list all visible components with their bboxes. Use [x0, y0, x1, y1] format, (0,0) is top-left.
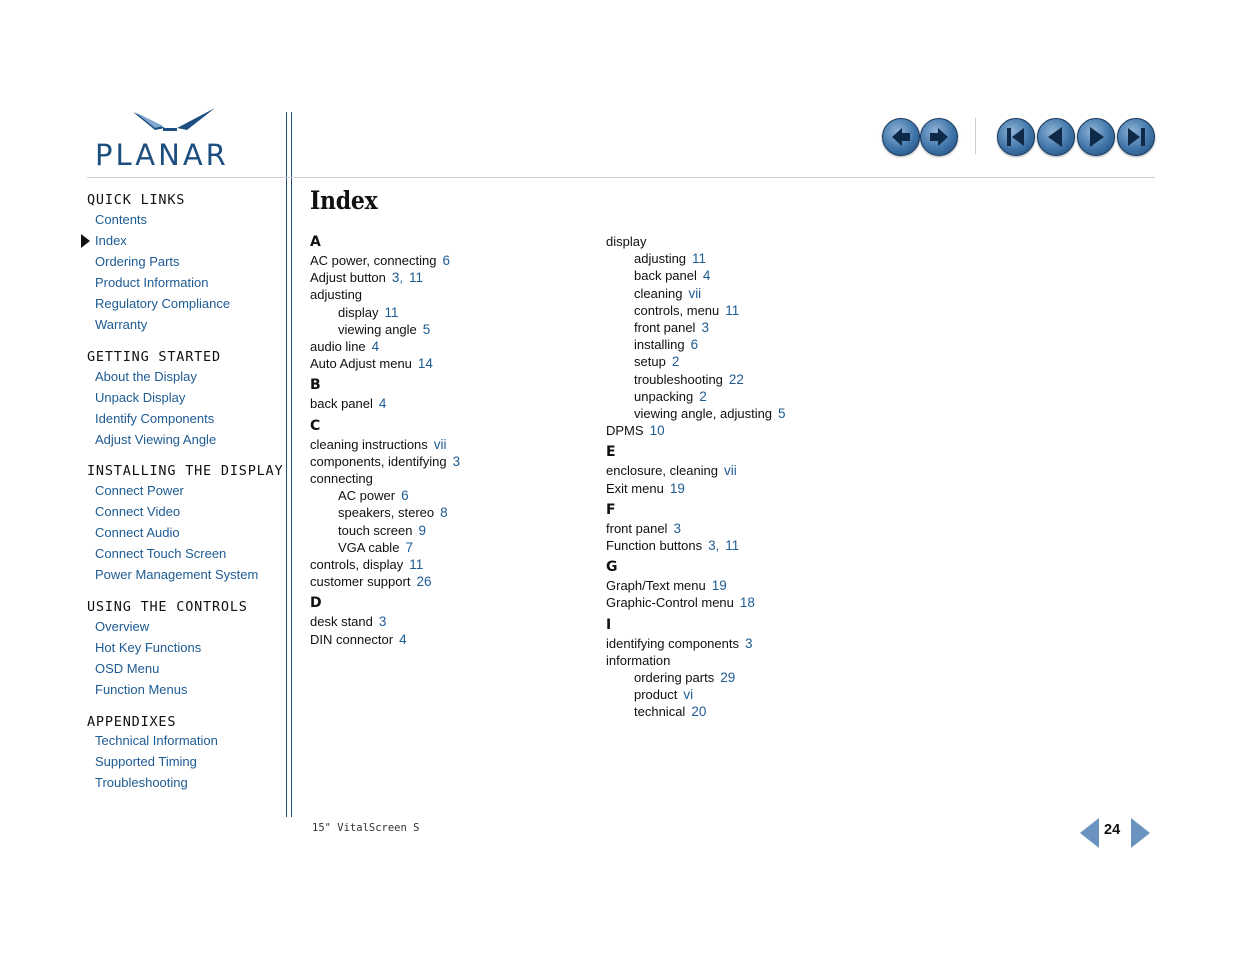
- index-letter-i: I: [606, 616, 612, 633]
- index-entry: [634, 337, 698, 352]
- forward-arrow-icon: [921, 119, 957, 155]
- index-entry: [310, 614, 386, 629]
- page-reference-link[interactable]: 3: [452, 453, 461, 469]
- sidebar-divider: [286, 112, 292, 817]
- sidebar-link-unpack-display[interactable]: Unpack Display: [95, 390, 186, 405]
- page-reference-link[interactable]: 3: [391, 270, 400, 286]
- index-entry-term: touch screen: [338, 522, 413, 538]
- index-entry-term: display: [338, 304, 379, 320]
- page-reference-link[interactable]: vii: [688, 285, 702, 301]
- index-entry: [634, 354, 679, 369]
- page-reference-link[interactable]: 18: [739, 595, 755, 611]
- page-reference-link[interactable]: 6: [690, 337, 699, 353]
- page-reference-link[interactable]: 11: [409, 270, 424, 286]
- index-entry-term: cleaning instructions: [310, 436, 428, 452]
- sidebar-link-ordering-parts[interactable]: Ordering Parts: [95, 254, 180, 269]
- index-entry: [310, 287, 362, 302]
- index-entry-term: DIN connector: [310, 631, 394, 647]
- page-reference-link[interactable]: 3: [744, 635, 753, 651]
- index-entry: [606, 538, 739, 553]
- first-page-icon: [998, 119, 1034, 155]
- index-entry-term: setup: [634, 354, 666, 370]
- index-entry-term: adjusting: [634, 251, 687, 267]
- page-reference-link[interactable]: 26: [416, 574, 432, 590]
- index-entry: [634, 670, 735, 685]
- page-reference-link[interactable]: 19: [669, 480, 685, 496]
- sidebar-link-power-management-system[interactable]: Power Management System: [95, 567, 259, 582]
- index-entry-term: VGA cable: [338, 539, 400, 555]
- forward-button[interactable]: [920, 118, 958, 156]
- index-entry-term: viewing angle, adjusting: [634, 406, 773, 421]
- index-entry: [310, 437, 447, 452]
- index-entry-term: Adjust button: [310, 270, 386, 286]
- page-reference-link[interactable]: 14: [417, 356, 433, 372]
- section-heading-quick-links: QUICK LINKS: [87, 192, 186, 208]
- index-entry: [338, 505, 448, 520]
- index-entry-term: ordering parts: [634, 670, 715, 685]
- sidebar-link-index[interactable]: Index: [95, 233, 127, 248]
- sidebar-link-overview[interactable]: Overview: [95, 619, 150, 634]
- index-entry: [634, 268, 710, 283]
- index-entry: [634, 286, 701, 301]
- index-entry-term: AC power, connecting: [310, 253, 437, 268]
- index-entry-term: Graph/Text menu: [606, 578, 706, 594]
- sidebar-link-connect-audio[interactable]: Connect Audio: [95, 525, 180, 540]
- index-entry-term: front panel: [634, 320, 696, 335]
- index-entry: [338, 488, 409, 503]
- index-entry: [338, 305, 398, 320]
- index-entry-term: enclosure, cleaning: [606, 463, 719, 479]
- previous-page-icon: [1038, 119, 1074, 155]
- index-entry-term: viewing angle: [338, 321, 417, 337]
- index-entry: [634, 320, 709, 335]
- index-entry: [634, 251, 706, 266]
- sidebar-link-warranty[interactable]: Warranty: [95, 317, 148, 332]
- page-reference-link[interactable]: 11: [409, 557, 424, 572]
- index-letter-f: F: [606, 501, 616, 518]
- sidebar-link-contents[interactable]: Contents: [95, 212, 148, 227]
- index-entry-term: adjusting: [310, 287, 363, 303]
- sidebar-link-connect-touch-screen[interactable]: Connect Touch Screen: [95, 546, 227, 561]
- back-arrow-icon: [883, 119, 919, 155]
- index-entry-term: desk stand: [310, 614, 373, 630]
- page-reference-link[interactable]: 11: [725, 538, 740, 553]
- section-heading-appendixes: APPENDIXES: [87, 714, 177, 730]
- index-entry: [634, 704, 706, 719]
- index-entry: [338, 540, 413, 555]
- index-entry: [310, 454, 460, 469]
- index-entry-term: cleaning: [634, 285, 683, 301]
- last-page-icon: [1118, 119, 1154, 155]
- back-button[interactable]: [882, 118, 920, 156]
- index-entry: [634, 372, 744, 387]
- page-reference-link[interactable]: 19: [711, 578, 727, 594]
- page-reference-link[interactable]: 3: [673, 520, 681, 536]
- sidebar-link-identify-components[interactable]: Identify Components: [95, 411, 215, 426]
- index-entry: [634, 406, 786, 421]
- index-entry: [310, 339, 379, 354]
- page-reference-link[interactable]: 29: [720, 670, 736, 685]
- page-reference-link[interactable]: vi: [683, 687, 694, 703]
- sidebar-link-product-information[interactable]: Product Information: [95, 275, 209, 290]
- footer-product-name: 15" VitalScreen S: [312, 822, 420, 834]
- page-reference-link[interactable]: 3: [708, 538, 716, 553]
- index-letter-d: D: [310, 595, 322, 612]
- section-heading-using-the-controls: USING THE CONTROLS: [87, 599, 248, 615]
- previous-page-button[interactable]: [1037, 118, 1075, 156]
- index-entry: [606, 595, 755, 610]
- index-entry-term: display: [606, 234, 647, 249]
- page-reference-link[interactable]: vii: [433, 436, 447, 452]
- index-entry-term: controls, display: [310, 557, 404, 572]
- index-entry: [310, 356, 433, 371]
- index-entry-term: customer support: [310, 574, 411, 590]
- logo-text: PLANAR: [95, 138, 229, 172]
- sidebar-link-supported-timing[interactable]: Supported Timing: [95, 754, 197, 769]
- index-entry-term: Exit menu: [606, 480, 664, 496]
- index-entry: [310, 557, 423, 572]
- index-entry: [606, 234, 646, 249]
- sidebar-link-troubleshooting[interactable]: Troubleshooting: [95, 775, 188, 790]
- sidebar-link-connect-video[interactable]: Connect Video: [95, 504, 181, 519]
- index-entry-term: audio line: [310, 339, 366, 354]
- index-letter-c: C: [310, 417, 321, 434]
- sidebar-link-technical-information[interactable]: Technical Information: [95, 733, 218, 748]
- page-separator: ,: [715, 538, 720, 553]
- page-title: Index: [310, 186, 378, 215]
- page-reference-link[interactable]: vii: [724, 463, 737, 479]
- sidebar-link-about-the-display[interactable]: About the Display: [95, 369, 197, 384]
- index-entry: [634, 303, 739, 318]
- index-entry-term: front panel: [606, 520, 668, 536]
- page-reference-link[interactable]: 2: [671, 354, 680, 370]
- header-divider: [87, 177, 1155, 178]
- index-entry-term: speakers, stereo: [338, 505, 435, 521]
- index-entry-term: controls, menu: [634, 302, 720, 318]
- index-entry: [634, 687, 693, 702]
- page-reference-link[interactable]: 20: [691, 704, 707, 720]
- page-separator: ,: [399, 270, 404, 286]
- page-reference-link[interactable]: 5: [422, 321, 431, 337]
- current-page-marker-icon: [81, 234, 90, 248]
- index-entry: [606, 481, 685, 496]
- index-entry-term: Auto Adjust menu: [310, 356, 412, 372]
- index-entry-term: Function buttons: [606, 538, 703, 553]
- page-reference-link[interactable]: 4: [399, 631, 407, 647]
- page-reference-link[interactable]: 7: [405, 539, 413, 555]
- page-reference-link[interactable]: 4: [702, 268, 711, 284]
- sidebar-link-connect-power[interactable]: Connect Power: [95, 483, 184, 498]
- section-heading-installing-the-display: INSTALLING THE DISPLAY: [87, 463, 284, 479]
- sidebar-link-function-menus[interactable]: Function Menus: [95, 682, 188, 697]
- page-reference-link[interactable]: 4: [371, 339, 380, 354]
- sidebar-link-adjust-viewing-angle[interactable]: Adjust Viewing Angle: [95, 432, 217, 447]
- page-reference-link[interactable]: 5: [778, 406, 786, 421]
- page-reference-link[interactable]: 9: [418, 522, 426, 538]
- page-reference-link[interactable]: 2: [699, 388, 707, 404]
- index-letter-g: G: [606, 559, 618, 576]
- index-entry: [606, 463, 737, 478]
- page-reference-link[interactable]: 11: [725, 302, 740, 318]
- index-entry: [606, 636, 753, 651]
- index-entry-term: unpacking: [634, 388, 694, 404]
- index-entry: [310, 632, 407, 647]
- index-entry-term: product: [634, 687, 678, 703]
- planar-logo: [95, 108, 250, 170]
- index-entry-term: technical: [634, 704, 686, 720]
- index-entry-term: information: [606, 652, 671, 668]
- index-letter-b: B: [310, 377, 321, 394]
- nav-separator: [975, 118, 976, 154]
- page-reference-link[interactable]: 6: [401, 488, 409, 504]
- page-reference-link[interactable]: 10: [649, 423, 665, 439]
- index-entry-term: DPMS: [606, 423, 644, 439]
- index-entry-term: components, identifying: [310, 453, 447, 469]
- index-letter-e: E: [606, 444, 616, 461]
- index-entry: [338, 322, 430, 337]
- previous-page-arrow-icon[interactable]: [1080, 818, 1099, 848]
- next-page-icon: [1078, 119, 1114, 155]
- section-heading-getting-started: GETTING STARTED: [87, 349, 221, 365]
- index-entry: [606, 521, 681, 536]
- index-entry: [310, 396, 386, 411]
- page-reference-link[interactable]: 3: [701, 320, 709, 335]
- page-reference-link[interactable]: 4: [378, 396, 387, 412]
- page-number: 24: [1104, 822, 1121, 838]
- first-page-button[interactable]: [997, 118, 1035, 156]
- sidebar-link-hot-key-functions[interactable]: Hot Key Functions: [95, 640, 202, 655]
- index-entry: [338, 523, 426, 538]
- index-entry-term: back panel: [310, 396, 373, 412]
- index-entry: [606, 578, 727, 593]
- index-entry-term: AC power: [338, 488, 396, 504]
- next-page-arrow-icon[interactable]: [1131, 818, 1150, 848]
- index-entry-term: Graphic-Control menu: [606, 595, 734, 611]
- sidebar-link-osd-menu[interactable]: OSD Menu: [95, 661, 160, 676]
- index-entry-term: troubleshooting: [634, 371, 723, 387]
- index-entry: [310, 574, 431, 589]
- sidebar-link-regulatory-compliance[interactable]: Regulatory Compliance: [95, 296, 231, 311]
- index-entry-term: installing: [634, 337, 685, 353]
- index-entry: [310, 253, 450, 268]
- page-reference-link[interactable]: 22: [728, 371, 744, 387]
- index-letter-a: A: [310, 234, 321, 250]
- index-entry: [310, 471, 373, 486]
- last-page-button[interactable]: [1117, 118, 1155, 156]
- index-entry-term: back panel: [634, 268, 697, 284]
- page-reference-link[interactable]: 8: [440, 505, 448, 521]
- page-reference-link[interactable]: 6: [442, 253, 450, 268]
- page-reference-link[interactable]: 3: [378, 614, 387, 630]
- index-entry: [606, 423, 665, 438]
- index-entry: [634, 389, 707, 404]
- index-entry: [310, 270, 423, 285]
- next-page-button[interactable]: [1077, 118, 1115, 156]
- index-entry-term: identifying components: [606, 635, 739, 651]
- page-reference-link[interactable]: 11: [692, 251, 707, 267]
- logo-mark-icon: [125, 108, 215, 138]
- index-entry-term: connecting: [310, 471, 373, 486]
- page-reference-link[interactable]: 11: [384, 304, 399, 320]
- index-entry: [606, 653, 670, 668]
